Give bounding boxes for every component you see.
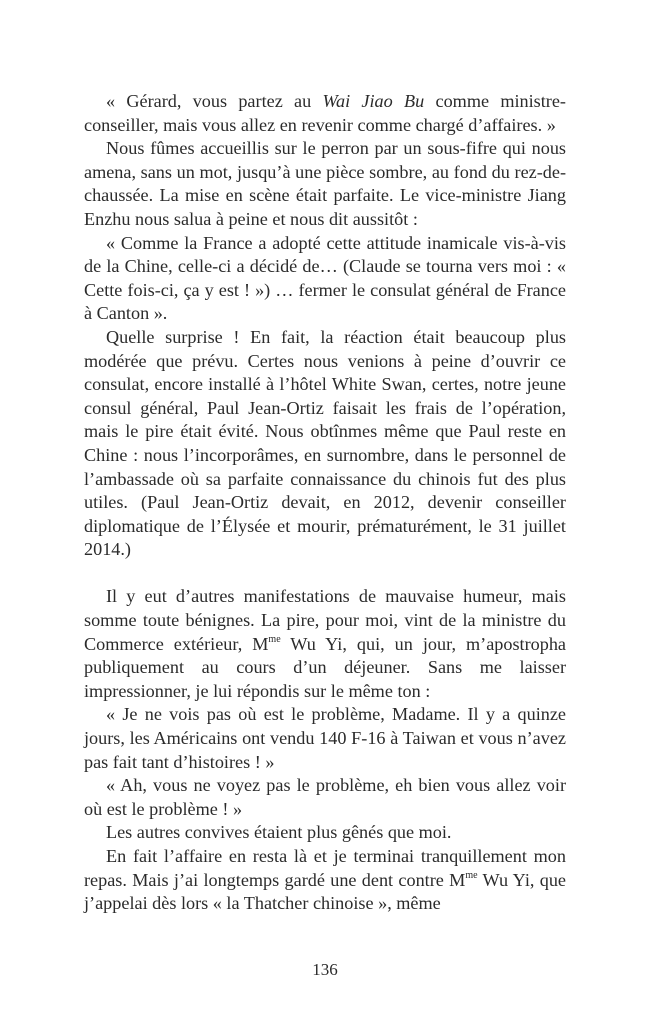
paragraph-8: Les autres convives étaient plus gênés que moi.	[106, 822, 452, 843]
paragraph-3: « Comme la France a adopté cette attitude inamicale vis-à-vis de la Chine, celle-ci a décidé de… (Claude se tourna vers moi : « Cette fois-ci, ça y est ! ») … fermer le consulat général de France à Canton ».	[84, 232, 566, 324]
paragraph-6: « Je ne vois pas où est le problème, Madame. Il y a quinze jours, les Américains ont vendu 140 F-16 à Taiwan et vous n’avez pas fait tant d’histoires ! »	[84, 704, 566, 772]
section-break	[84, 562, 566, 586]
paragraph-5-end: Wu Yi, qui, un jour, m’apostropha publiquement au cours d’un déjeuner. Sans me laisser impressionner, je lui répondis sur le même ton :	[84, 633, 566, 701]
paragraph-9	[84, 845, 566, 916]
paragraph-5-start: Il y eut d’autres manifestations de mauvaise humeur, mais somme toute bénignes. La pire, pour moi, vint de la ministre du Commerce extérieur, M	[84, 586, 566, 654]
paragraph-1-end: comme ministre-conseiller, mais vous allez en revenir comme chargé d’affaires. »	[84, 91, 566, 135]
paragraph-2: Nous fûmes accueillis sur le perron par un sous-fifre qui nous amena, sans un mot, jusqu’à une pièce sombre, au fond du rez-de-chaussée. La mise en scène était parfaite. Le vice-ministre Jiang Enzhu nous salua à peine et nous dit aussitôt :	[84, 138, 566, 229]
ministry-name-italic: Wai Jiao Bu	[322, 91, 425, 111]
page-body	[84, 90, 566, 916]
paragraph-9-end: Wu Yi, que j’appelai dès lors « la Thatcher chinoise », même	[84, 869, 566, 914]
superscript-me: me	[268, 633, 281, 645]
paragraph-9-start: En fait l’affaire en resta là et je terminai tranquillement mon repas. Mais j’ai longtemps gardé une dent contre M	[84, 846, 566, 890]
paragraph-4: Quelle surprise ! En fait, la réaction était beaucoup plus modérée que prévu. Certes nous venions à peine d’ouvrir ce consulat, encore installé à l’hôtel White Swan, certes, notre jeune consul général, Paul Jean-Ortiz faisait les frais de l’opération, mais le pire était évité. Nous obtînmes même que Paul reste en Chine : nous l’incorporâmes, en surnombre, dans le personnel de l’ambassade où sa parfaite connaissance du chinois fut des plus utiles. (Paul Jean-Ortiz devait, en 2012, devenir conseiller diplomatique de l’Élysée et mourir, prématurément, le 31 juillet 2014.)	[84, 326, 566, 560]
paragraph-7: « Ah, vous ne voyez pas le problème, eh bien vous allez voir où est le problème ! »	[84, 775, 566, 819]
paragraph-5	[84, 585, 566, 703]
paragraph-1	[84, 90, 566, 137]
superscript-me: me	[465, 869, 478, 881]
page-number: 136	[312, 960, 338, 979]
paragraph-1-start: « Gérard, vous partez au	[106, 91, 323, 111]
